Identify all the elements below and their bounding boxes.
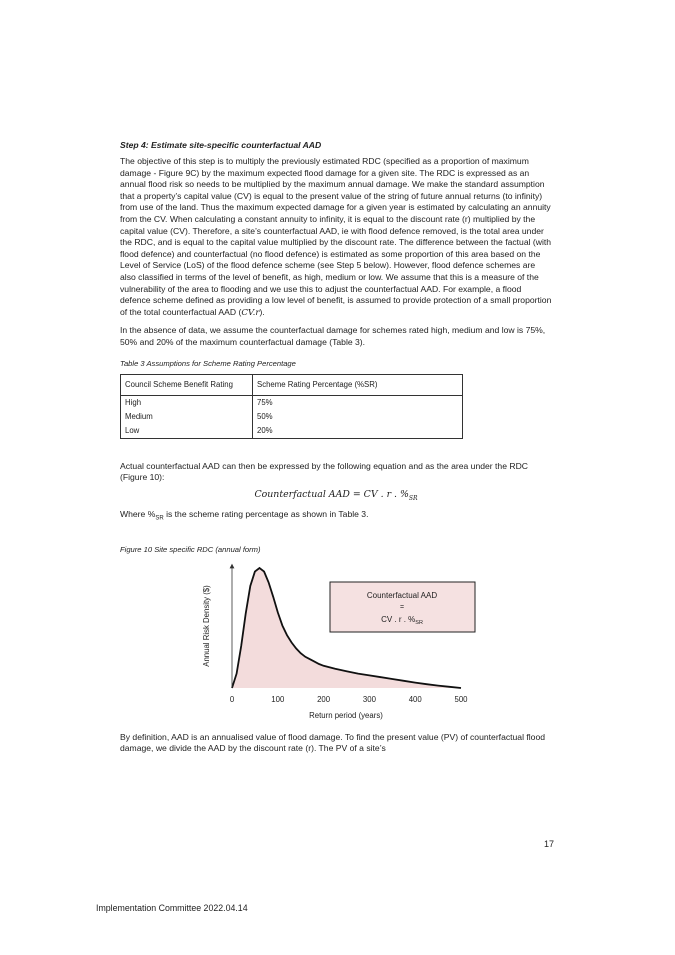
where-post: is the scheme rating percentage as shown in Table 3. [163,508,369,519]
x-tick-label: 400 [408,694,422,704]
counterfactual-aad-box [330,582,475,632]
table-row [121,395,463,410]
table-header-row [121,374,463,395]
paragraph-absence-of-data: In the absence of data, we assume the counterfactual damage for schemes rated high, medium and low is 75%, 50% and 20% of the maximum counterfactual damage (Table 3). [120,325,546,347]
rdc-chart [120,560,552,720]
scheme-rating-table [120,374,463,439]
where-pre: Where % [120,508,156,519]
table-cell: High [121,395,253,410]
step-heading: Step 4: Estimate site-specific counterfactual AAD [120,140,322,150]
equation [120,489,552,502]
x-axis-label: Return period (years) [309,710,383,720]
figure-caption: Figure 10 Site specific RDC (annual form) [120,544,261,554]
x-axis-ticks [230,695,468,704]
paragraph-where [120,509,552,525]
table-cell: 75% [253,395,463,410]
figure-10 [120,560,552,720]
table-header-cell: Council Scheme Benefit Rating [121,374,253,395]
table-row [121,410,463,424]
page-content [120,140,552,755]
paragraph-objective-end: ). [259,306,265,317]
table-cell: 20% [253,424,463,439]
aad-box-line3-sub: SR [415,619,423,626]
y-axis-label: Annual Risk Density ($) [202,585,211,667]
x-tick-label: 500 [454,694,468,704]
equation-text: Counterfactual AAD = CV . r . % [254,488,409,500]
footer: Implementation Committee 2022.04.14 [96,903,248,913]
table-header-cell: Scheme Rating Percentage (%SR) [253,374,463,395]
paragraph-equation-intro: Actual counterfactual AAD can then be expressed by the following equation and as the area under the RDC (Figure 10): [120,460,528,483]
aad-box-line1: Counterfactual AAD [366,590,438,600]
x-tick-label: 0 [229,694,235,704]
table-cell: Low [121,424,253,439]
table-row [121,424,463,439]
table-caption: Table 3 Assumptions for Scheme Rating Percentage [120,358,296,368]
paragraph-objective-text: The objective of this step is to multiply the previously estimated RDC (specified as a proportion of maximum damage - Figure 9C) by the maximum expected flood damage for a given site. The RDC is expressed as an annual flood risk so needs to be multiplied by the maximum annual damage. We make the standard assumption that a property’s capital value (CV) is equal to the present value of the string of future annual returns (to infinity) from use of the land. Thus the maximum expected damage for a given year is estimated by calculating an annuity from the CV. When calculating a constant annuity to infinity, it is equal to the discount rate (r) multiplied by the capital value (CV). Therefore, a site’s counterfactual AAD, ie with flood defence removed, is the total area under the RDC, and is equal to the capital value multiplied by the discount rate. The difference between the factual (with flood defence) and counterfactual (no flood defence) is estimated as some proportion of this area based on the Level of Service (LoS) of the flood defence scheme (see Step 5 below). However, flood defence schemes are also classified in terms of the level of benefit, as high, medium or low. We assume that this is a measure of the vulnerability of the area to flooding and we use this to adjust the counterfactual AAD. For example, a flood defence scheme defined as providing a low level of benefit, is assumed to provide protection of a small proportion of the total counterfactual AAD ( [120,156,552,317]
cv-r-math: CV.r [241,307,260,318]
where-sub: SR [155,515,164,522]
x-tick-label: 200 [317,694,331,704]
aad-box-line3-text: CV . r . % [381,614,416,624]
table-cell: 50% [253,410,463,424]
page-number: 17 [544,839,555,849]
paragraph-objective [120,156,552,319]
table-cell: Medium [121,410,253,424]
paragraph-definition: By definition, AAD is an annualised value of flood damage. To find the present value (PV) of counterfactual flood damage, we divide the AAD by the discount rate (r). The PV of a site’s [120,731,546,754]
x-tick-label: 100 [271,694,285,704]
aad-box-line2: = [399,603,405,611]
equation-subscript: SR [408,494,418,502]
x-tick-label: 300 [362,694,376,704]
